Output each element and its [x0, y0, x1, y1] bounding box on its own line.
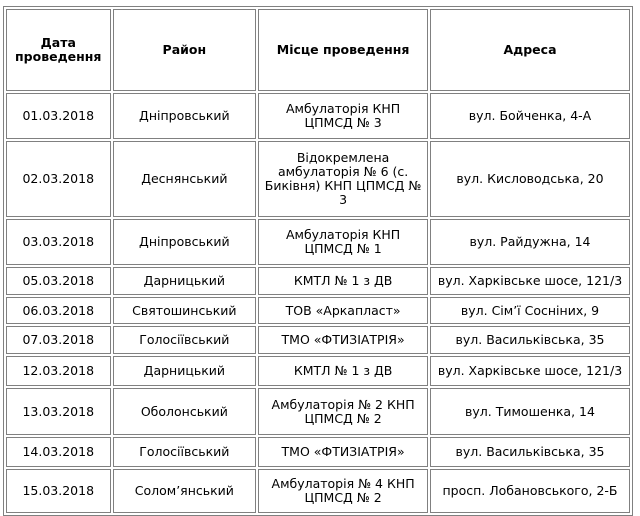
cell-place: КМТЛ № 1 з ДВ [258, 267, 428, 295]
cell-place: Відокремлена амбулаторія № 6 (с. Биківня) КНП ЦПМСД № 3 [258, 141, 428, 217]
cell-address: вул. Сім’ї Сосніних, 9 [430, 297, 630, 324]
cell-date: 06.03.2018 [6, 297, 111, 324]
table-row [6, 356, 630, 386]
table-row [6, 297, 630, 324]
table-row [6, 388, 630, 435]
cell-date: 14.03.2018 [6, 437, 111, 467]
table-row [6, 93, 630, 139]
cell-district: Солом’янський [113, 469, 257, 513]
cell-date: 02.03.2018 [6, 141, 111, 217]
cell-address: вул. Кисловодська, 20 [430, 141, 630, 217]
table-row [6, 437, 630, 467]
table-row [6, 267, 630, 295]
cell-district: Дарницький [113, 267, 257, 295]
table-row [6, 326, 630, 354]
cell-district: Святошинський [113, 297, 257, 324]
schedule-table [3, 6, 633, 516]
cell-place: ТОВ «Аркапласт» [258, 297, 428, 324]
cell-date: 13.03.2018 [6, 388, 111, 435]
header-date: Дата проведення [6, 9, 111, 91]
table-row [6, 141, 630, 217]
cell-district: Голосіївський [113, 326, 257, 354]
cell-address: вул. Райдужна, 14 [430, 219, 630, 265]
cell-place: Амбулаторія КНП ЦПМСД № 1 [258, 219, 428, 265]
cell-address: просп. Лобановського, 2-Б [430, 469, 630, 513]
cell-place: ТМО «ФТИЗІАТРІЯ» [258, 326, 428, 354]
cell-address: вул. Васильківська, 35 [430, 326, 630, 354]
table-row [6, 469, 630, 513]
cell-district: Дніпровський [113, 93, 257, 139]
cell-date: 07.03.2018 [6, 326, 111, 354]
cell-address: вул. Тимошенка, 14 [430, 388, 630, 435]
cell-address: вул. Васильківська, 35 [430, 437, 630, 467]
cell-district: Деснянський [113, 141, 257, 217]
cell-address: вул. Харківське шосе, 121/3 [430, 356, 630, 386]
table-row [6, 219, 630, 265]
cell-district: Голосіївський [113, 437, 257, 467]
cell-district: Дніпровський [113, 219, 257, 265]
header-place: Місце проведення [258, 9, 428, 91]
header-address: Адреса [430, 9, 630, 91]
cell-district: Дарницький [113, 356, 257, 386]
cell-district: Оболонський [113, 388, 257, 435]
cell-place: Амбулаторія № 4 КНП ЦПМСД № 2 [258, 469, 428, 513]
cell-place: КМТЛ № 1 з ДВ [258, 356, 428, 386]
cell-date: 03.03.2018 [6, 219, 111, 265]
cell-date: 05.03.2018 [6, 267, 111, 295]
header-row [6, 9, 630, 91]
cell-date: 01.03.2018 [6, 93, 111, 139]
cell-date: 12.03.2018 [6, 356, 111, 386]
cell-place: Амбулаторія КНП ЦПМСД № 3 [258, 93, 428, 139]
header-district: Район [113, 9, 257, 91]
cell-place: ТМО «ФТИЗІАТРІЯ» [258, 437, 428, 467]
cell-place: Амбулаторія № 2 КНП ЦПМСД № 2 [258, 388, 428, 435]
cell-address: вул. Бойченка, 4-А [430, 93, 630, 139]
cell-address: вул. Харківське шосе, 121/3 [430, 267, 630, 295]
cell-date: 15.03.2018 [6, 469, 111, 513]
